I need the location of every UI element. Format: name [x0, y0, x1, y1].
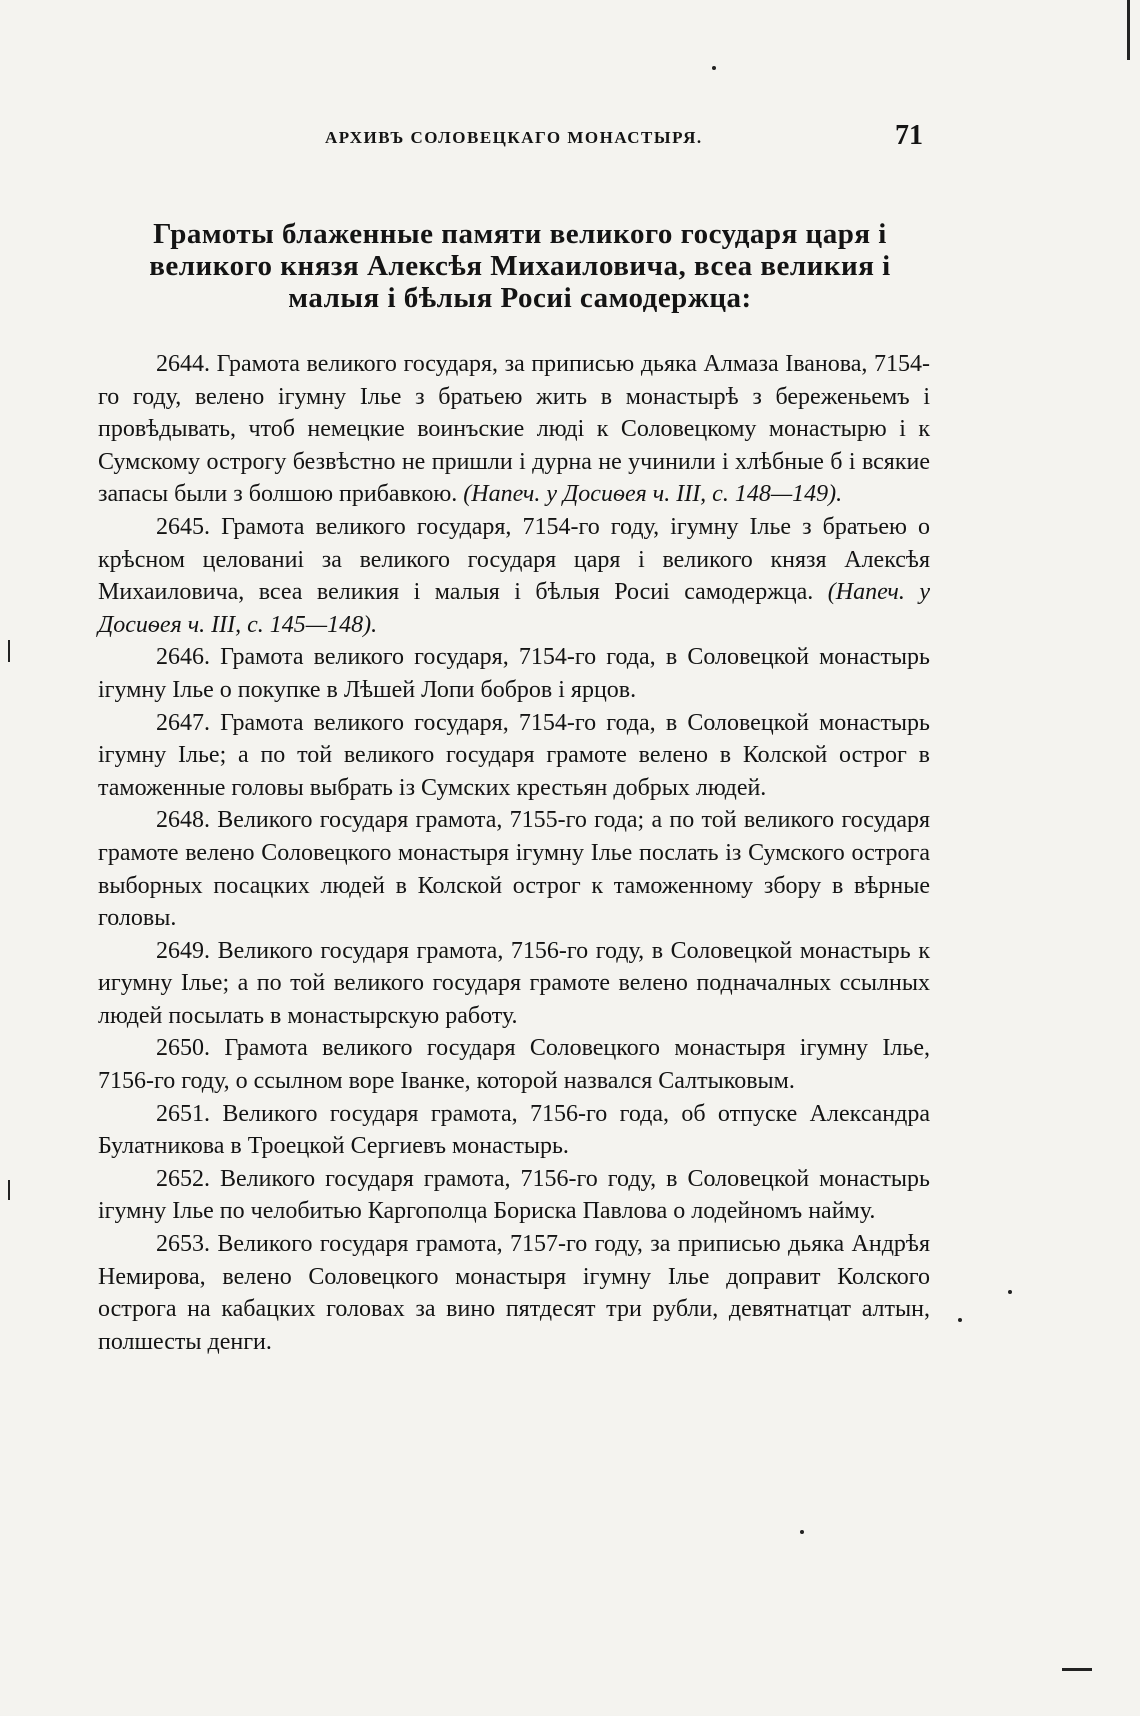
entry-text: Великого государя грамота, 7155-го года; а по той великого государя грамоте велено Соловецкого монастыря ігумну Ілье послать із Сумского острога выборных посацких людей в Колской острог к таможенному збору в вѣрные головы. — [98, 807, 931, 932]
entry-number: 2653. — [156, 1231, 210, 1258]
entry-number: 2646. — [156, 644, 210, 671]
scan-speck — [1008, 1290, 1012, 1294]
entries-body — [98, 348, 930, 1358]
entry-text: Грамота великого государя, 7154-го года, в Соловецкой монастырь ігумну Ілье; а по той великого государя грамоте велено в Колской острог в таможенные головы выбрать із Сумских крестьян добрых людей. — [98, 709, 931, 801]
scan-speck — [958, 1318, 962, 1322]
section-title: Грамоты блаженные памяти великого государя царя і великого князя Алексѣя Михаиловича, всеа великия і малыя і бѣлыя Росиі самодержца: — [149, 218, 891, 314]
entry-text: Грамота великого государя, за приписью дьяка Алмаза Іванова, 7154-го году, велено ігумну Ілье з братьею жить в монастырѣ з береженьемъ і провѣдывать, чтоб немецкие воинъские люді к Соловецкому монастырю і к Сумскому острогу безвѣстно не пришли і дурна не учинили і хлѣбные б і всякие запасы были з болшою прибавкою. — [98, 351, 931, 508]
entry-number: 2652. — [156, 1165, 210, 1192]
entry-number: 2647. — [156, 709, 210, 736]
running-head: АРХИВЪ СОЛОВЕЦКАГО МОНАСТЫРЯ. — [325, 128, 703, 147]
entry-number: 2644. — [156, 351, 210, 377]
entry — [98, 348, 930, 511]
entry-text: Великого государя грамота, 7156-го года, об отпуске Александра Булатникова в Троецкой Сергиевъ монастырь. — [98, 1100, 930, 1160]
entry-text: Великого государя грамота, 7157-го году, за приписью дьяка Андрѣя Немирова, велено Соловецкого монастыря ігумну Ілье доправит Колского острога на кабацких головах за вино пятдесят три рубли, девятнатцат алтын, полшесты денги. — [98, 1231, 930, 1355]
entry — [98, 1098, 930, 1163]
entry — [98, 641, 930, 706]
entry — [98, 1163, 930, 1228]
entry — [98, 1228, 930, 1358]
entry — [98, 1032, 930, 1097]
scan-edge-mark — [1127, 0, 1130, 60]
scan-speck — [800, 1530, 804, 1534]
scan-edge-mark — [8, 640, 10, 662]
scan-edge-mark — [1062, 1668, 1092, 1671]
entry-number: 2649. — [156, 937, 210, 964]
entry-number: 2648. — [156, 807, 210, 834]
scan-speck — [712, 66, 716, 70]
entry-number: 2645. — [156, 513, 210, 540]
entry — [98, 511, 930, 641]
entry-text: Грамота великого государя, 7154-го года, в Соловецкой монастырь ігумну Ілье о покупке в Лѣшей Лопи бобров і ярцов. — [98, 644, 931, 703]
page-number: 71 — [895, 120, 923, 151]
entry — [98, 935, 930, 1033]
entry — [98, 804, 930, 934]
entry-text: Великого государя грамота, 7156-го году, в Соловецкой монастырь ігумну Ілье по челобитью Каргополца Бориска Павлова о лодейномъ найму. — [98, 1165, 930, 1225]
scan-edge-mark — [8, 1180, 10, 1200]
entry-number: 2650. — [156, 1035, 210, 1062]
entry-citation: (Напеч. у Досиѳея ч. III, с. 148—149). — [463, 481, 843, 508]
entry-citation: (Напеч. у Досиѳея ч. III, с. 145—148). — [98, 579, 931, 638]
entry — [98, 707, 930, 805]
entry-number: 2651. — [156, 1100, 210, 1127]
entry-text: Грамота великого государя Соловецкого монастыря ігумну Ілье, 7156-го году, о ссылном воре Іванке, которой назвался Салтыковым. — [98, 1035, 930, 1095]
entry-text: Великого государя грамота, 7156-го году, в Соловецкой монастырь к игумну Ілье; а по той великого государя грамоте велено подначалных ссылных людей посылать в монастырскую работу. — [98, 937, 930, 1029]
entry-text: Грамота великого государя, 7154-го году, ігумну Ілье з братьею о крѣсном целованиі за великого государя царя і великого князя Алексѣя Михаиловича, всеа великия і малыя і бѣлыя Росиі самодержца. — [98, 513, 930, 606]
